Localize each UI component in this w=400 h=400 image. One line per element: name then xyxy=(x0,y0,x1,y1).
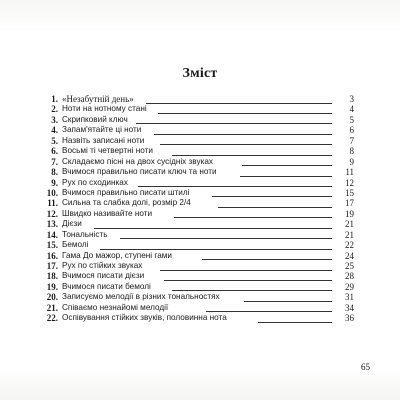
toc-number: 8. xyxy=(51,167,58,178)
toc-leader-line xyxy=(120,238,332,239)
toc-row-7 xyxy=(36,157,354,167)
toc-row-6 xyxy=(36,146,354,156)
toc-leader-line xyxy=(164,280,332,281)
toc-leader-line xyxy=(94,228,332,229)
toc-page-number: 25 xyxy=(345,261,354,271)
toc-row-16 xyxy=(36,251,354,261)
toc-leader-line xyxy=(146,103,332,104)
toc-number: 9. xyxy=(51,177,58,188)
toc-leader-line xyxy=(100,249,332,250)
toc-title: Вчимося правильно писати ключ та ноти xyxy=(62,167,217,177)
toc-page-number: 9 xyxy=(349,156,354,167)
page-title: Зміст xyxy=(182,66,218,81)
toc-row-12 xyxy=(36,209,354,219)
toc-title: Вчимося писати бемолі xyxy=(62,281,151,291)
toc-leader-line xyxy=(202,259,332,260)
toc-row-5 xyxy=(36,136,354,146)
toc-row-13 xyxy=(36,219,354,229)
toc-title: Запам'ятайте ці ноти xyxy=(62,125,142,135)
toc-page-number: 12 xyxy=(345,177,354,188)
toc-leader-line xyxy=(242,165,332,166)
toc-title: Гама До мажор, ступені гами xyxy=(62,250,172,260)
toc-row-22 xyxy=(36,313,354,323)
toc-row-10 xyxy=(36,188,354,198)
toc-number: 12. xyxy=(46,208,58,219)
toc-number: 15. xyxy=(46,240,58,251)
toc-leader-line xyxy=(136,123,332,124)
toc-leader-line xyxy=(212,196,332,197)
toc-row-21 xyxy=(36,303,354,313)
page-number-footer: 65 xyxy=(361,362,370,372)
toc-title: Співаємо незнайомі мелодії xyxy=(62,302,169,312)
toc-title: Записуємо мелодії в різних тональностях xyxy=(62,292,220,302)
toc-page-number: 19 xyxy=(345,208,354,219)
toc-row-20 xyxy=(36,292,354,302)
toc-page-number: 17 xyxy=(345,198,354,209)
toc-title: «Незабутній день» xyxy=(62,94,134,104)
toc-number: 20. xyxy=(46,292,58,303)
toc-title: Тональність xyxy=(62,229,108,239)
toc-title: Дієзи xyxy=(62,219,82,229)
toc-page-number: 7 xyxy=(349,135,354,146)
toc-title: Бемолі xyxy=(62,240,89,250)
toc-page-number: 24 xyxy=(345,250,354,261)
toc-title: Восьмі ті четвертні ноти xyxy=(62,146,154,156)
toc-row-4 xyxy=(36,125,354,135)
toc-leader-line xyxy=(240,176,332,177)
toc-number: 22. xyxy=(46,313,58,324)
toc-row-14 xyxy=(36,230,354,240)
toc-title: Ноти на нотному стані xyxy=(62,104,147,114)
toc-page-number: 4 xyxy=(349,104,354,115)
toc-title: Складаємо пісні на двох сусідніх звуках xyxy=(62,156,213,166)
toc-leader-line xyxy=(138,186,332,187)
toc-leader-line xyxy=(172,290,332,291)
toc-page-number: 36 xyxy=(345,313,354,324)
toc-number: 21. xyxy=(46,302,58,313)
toc-page-number: 29 xyxy=(345,281,354,292)
toc-page-number: 28 xyxy=(345,271,354,282)
toc-number: 10. xyxy=(46,187,58,198)
toc-page-number: 34 xyxy=(345,302,354,313)
toc-title: Оспівування стійких звуків, половинна нота xyxy=(62,313,227,323)
toc-page-number: 11 xyxy=(345,167,354,178)
toc-leader-line xyxy=(206,311,332,312)
toc-row-19 xyxy=(36,282,354,292)
toc-number: 14. xyxy=(46,229,58,240)
toc-number: 16. xyxy=(46,250,58,261)
toc-number: 13. xyxy=(46,219,58,230)
toc-number: 4. xyxy=(51,125,58,136)
toc-row-8 xyxy=(36,167,354,177)
toc-title: Вчимося правильно писати штилі xyxy=(62,187,190,197)
toc-number: 5. xyxy=(51,135,58,146)
toc-title: Рух по сходинках xyxy=(62,177,128,187)
table-of-contents xyxy=(36,94,354,324)
toc-page-number: 8 xyxy=(349,146,354,157)
toc-number: 7. xyxy=(51,156,58,167)
toc-number: 18. xyxy=(46,271,58,282)
toc-leader-line xyxy=(172,155,332,156)
toc-number: 6. xyxy=(51,146,58,157)
toc-row-17 xyxy=(36,261,354,271)
toc-title: Назвіть записані ноти xyxy=(62,135,145,145)
toc-leader-line xyxy=(154,134,332,135)
toc-number: 3. xyxy=(51,114,58,125)
toc-row-3 xyxy=(36,115,354,125)
toc-leader-line xyxy=(258,322,332,323)
toc-leader-line xyxy=(174,217,332,218)
toc-row-9 xyxy=(36,178,354,188)
toc-title: Швидко називайте ноти xyxy=(62,208,153,218)
toc-title: Сильна та слабка долі, розмір 2/4 xyxy=(62,198,191,208)
toc-page-number: 3 xyxy=(349,94,354,104)
toc-leader-line xyxy=(160,270,332,271)
toc-page-number: 31 xyxy=(345,292,354,303)
toc-leader-line xyxy=(158,113,332,114)
toc-number: 11. xyxy=(47,198,58,209)
toc-page-number: 21 xyxy=(345,229,354,240)
toc-row-11 xyxy=(36,198,354,208)
toc-number: 17. xyxy=(46,261,58,271)
toc-leader-line xyxy=(160,144,332,145)
toc-title: Скрипковий ключ xyxy=(62,114,128,124)
toc-row-18 xyxy=(36,271,354,281)
toc-page-number: 21 xyxy=(345,219,354,230)
toc-page-number: 6 xyxy=(349,125,354,136)
toc-number: 2. xyxy=(51,104,58,115)
toc-title: Рух по стійких звуках xyxy=(62,261,143,270)
toc-page-number: 5 xyxy=(349,114,354,125)
toc-page-number: 22 xyxy=(345,240,354,251)
toc-number: 1. xyxy=(51,94,58,104)
toc-leader-line xyxy=(244,301,332,302)
toc-row-2 xyxy=(36,104,354,114)
toc-number: 19. xyxy=(46,281,58,292)
toc-row-1 xyxy=(36,94,354,104)
toc-title: Вчимося писати дієзи xyxy=(62,271,145,281)
toc-page-number: 15 xyxy=(345,187,354,198)
toc-row-15 xyxy=(36,240,354,250)
toc-leader-line xyxy=(218,207,332,208)
